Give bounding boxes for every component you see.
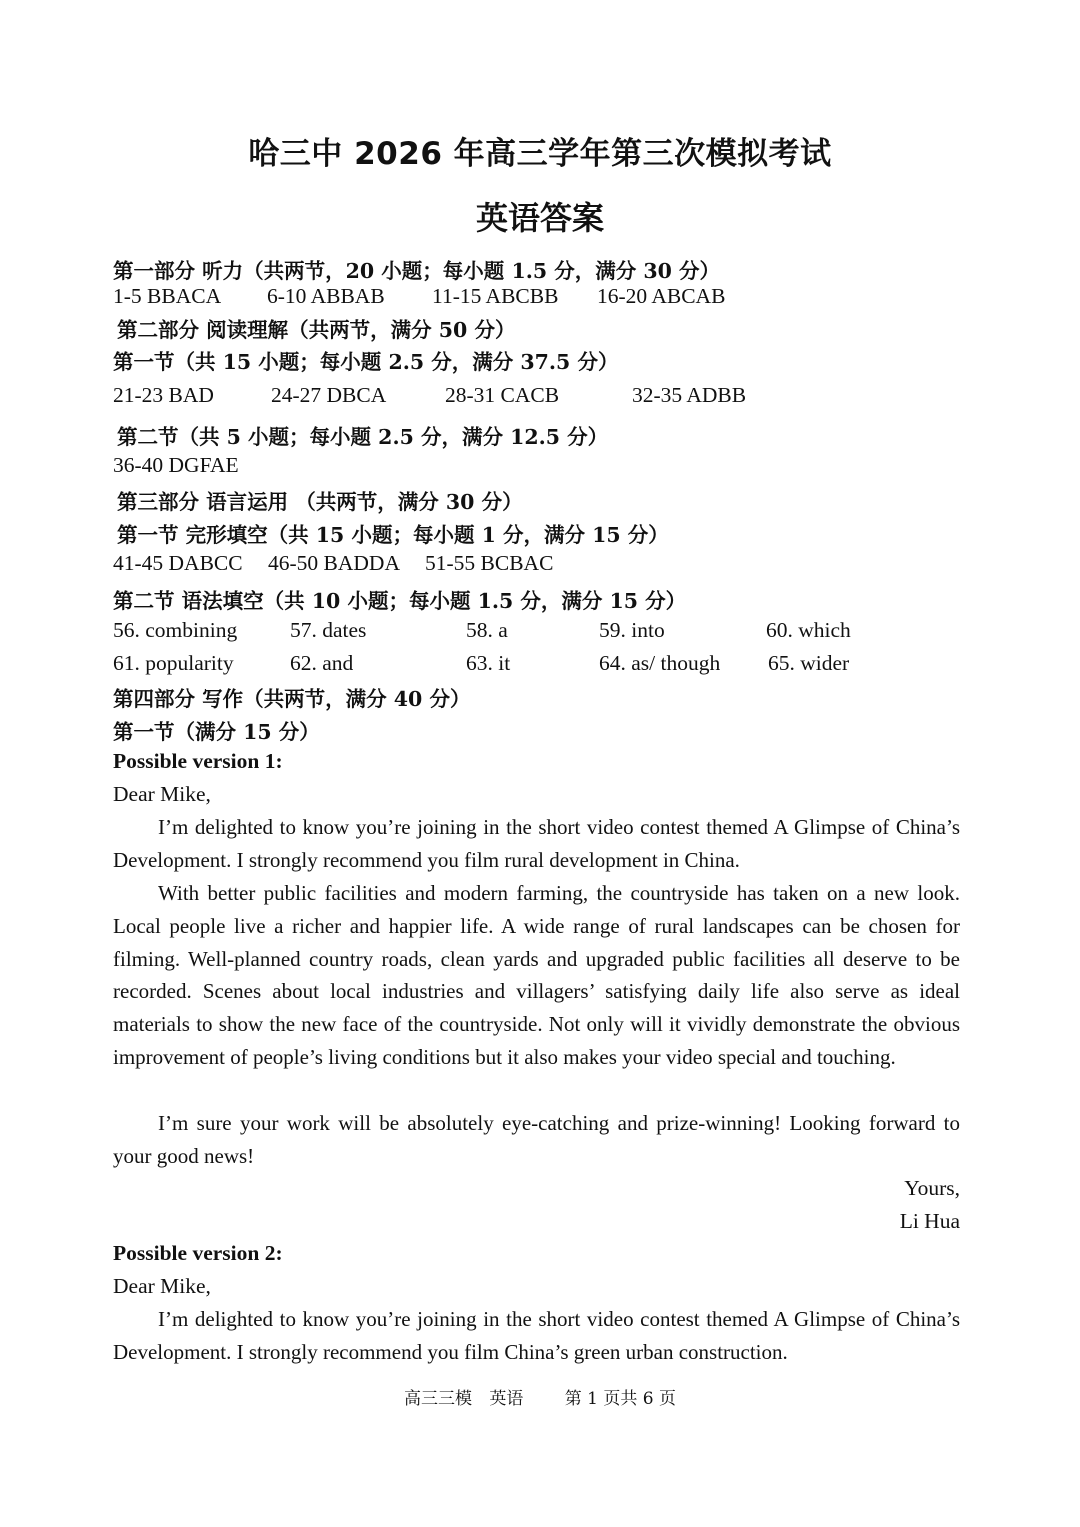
answer-group: 11-15 ABCBB (432, 284, 559, 308)
part3-section2-heading: 第二节 语法填空（共 10 小题；每小题 1.5 分，满分 15 分） (113, 589, 687, 613)
grammar-answer: 58. a (466, 618, 508, 642)
answer-group: 24-27 DBCA (271, 383, 387, 407)
version2-salutation: Dear Mike, (113, 1274, 211, 1298)
part4-heading: 第四部分 写作（共两节，满分 40 分） (113, 687, 471, 711)
answer-group: 21-23 BAD (113, 383, 214, 407)
answer-group: 28-31 CACB (445, 383, 560, 407)
version1-signature: Li Hua (899, 1209, 960, 1233)
part2-section1-heading: 第一节（共 15 小题；每小题 2.5 分，满分 37.5 分） (113, 350, 619, 374)
version1-paragraph: I’m sure your work will be absolutely eye-catching and prize-winning! Looking forward to your good news! (113, 1111, 960, 1168)
footer-subject: 英语 (489, 1389, 524, 1409)
version1-salutation: Dear Mike, (113, 782, 211, 806)
part3-section1-heading: 第一节 完形填空（共 15 小题；每小题 1 分，满分 15 分） (117, 523, 669, 547)
version1-paragraph: I’m delighted to know you’re joining in the short video contest themed A Glimpse of China’s Development. I strongly recommend you film rural development in China. (113, 815, 960, 872)
answer-group: 36-40 DGFAE (113, 453, 239, 477)
version1-closing: Yours, (904, 1176, 960, 1200)
part2-section2-heading: 第二节（共 5 小题；每小题 2.5 分，满分 12.5 分） (117, 425, 609, 449)
grammar-answer: 62. and (290, 651, 354, 675)
part1-heading: 第一部分 听力（共两节，20 小题；每小题 1.5 分，满分 30 分） (113, 259, 721, 283)
grammar-answer: 61. popularity (113, 651, 234, 675)
grammar-answer: 60. which (766, 618, 851, 642)
footer-page-number: 第 1 页共 6 页 (564, 1389, 677, 1409)
answer-group: 1-5 BBACA (113, 284, 222, 308)
answer-group: 6-10 ABBAB (267, 284, 385, 308)
answer-key-subtitle: 英语答案 (475, 199, 604, 237)
grammar-answer: 56. combining (113, 618, 238, 642)
part2-heading: 第二部分 阅读理解（共两节，满分 50 分） (117, 318, 516, 342)
part4-section1-heading: 第一节（满分 15 分） (113, 720, 320, 744)
grammar-answer: 57. dates (290, 618, 367, 642)
version1-label: Possible version 1: (113, 749, 283, 773)
version2-paragraph: I’m delighted to know you’re joining in the short video contest themed A Glimpse of China’s Development. I strongly recommend you film China’s green urban construction. (113, 1307, 960, 1364)
version1-paragraph: With better public facilities and modern farming, the countryside has taken on a new look. Local people live a richer and happier life. A wide range of rural landscapes can be chosen for filming. Well-planned country roads, clean yards and upgraded public facilities all deserve to be recorded. Scenes about local industries and villagers’ satisfying daily life also serve as ideal materials to show the new face of the countryside. Not only will it vividly demonstrate the obvious improvement of people’s living conditions but it also makes your video special and touching. (113, 881, 960, 1069)
answer-group: 32-35 ADBB (632, 383, 747, 407)
exam-title: 哈三中 2026 年高三学年第三次模拟考试 (248, 136, 832, 172)
grammar-answer: 63. it (466, 651, 511, 675)
answer-group: 41-45 DABCC (113, 551, 243, 575)
answer-group: 46-50 BADDA (268, 551, 400, 575)
grammar-answer: 64. as/ though (599, 651, 721, 675)
grammar-answer: 65. wider (768, 651, 850, 675)
answer-group: 16-20 ABCAB (597, 284, 726, 308)
answer-group: 51-55 BCBAC (425, 551, 554, 575)
version2-label: Possible version 2: (113, 1241, 283, 1265)
page-footer (0, 1384, 1080, 1409)
footer-exam: 高三三模 (403, 1389, 472, 1409)
part3-heading: 第三部分 语言运用 （共两节，满分 30 分） (117, 490, 523, 514)
grammar-answer: 59. into (599, 618, 665, 642)
